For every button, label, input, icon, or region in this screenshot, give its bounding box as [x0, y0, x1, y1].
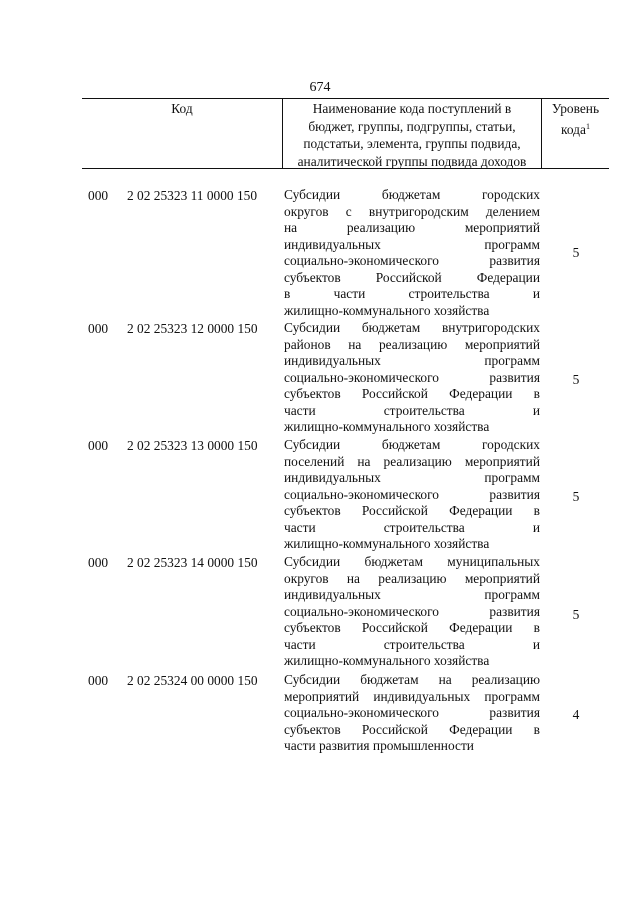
row-description-line: индивидуальных программ: [284, 587, 540, 602]
row-prefix-code: 000: [88, 555, 109, 570]
row-description: [284, 437, 540, 553]
row-description-line: жилищно-коммунального хозяйства: [284, 419, 490, 434]
footnote-marker: 1: [585, 121, 590, 131]
row-description-line: жилищно-коммунального хозяйства: [284, 302, 490, 318]
row-description-line: индивидуальных программ: [284, 353, 540, 368]
row-description: [284, 320, 540, 436]
row-description-line: субъектов Российской Федерации: [284, 269, 540, 285]
row-prefix-code: 000: [88, 438, 109, 453]
page-number: 674: [309, 80, 331, 95]
row-level: 4: [572, 707, 580, 722]
row-description: [284, 554, 540, 670]
row-level: 5: [572, 607, 580, 622]
row-description-line: на реализацию мероприятий: [284, 220, 540, 235]
row-prefix-code: 000: [88, 188, 109, 203]
row-description: [284, 187, 540, 319]
row-income-code: 2 02 25323 11 0000 150: [127, 188, 258, 203]
row-description-line: социально-экономического развития: [284, 603, 540, 619]
row-description-line: части развития промышленности: [284, 738, 474, 753]
header-level-line: [542, 118, 609, 139]
row-income-code: 2 02 25323 12 0000 150: [127, 321, 258, 336]
row-level: 5: [572, 245, 580, 260]
row-description-line: округов на реализацию мероприятий: [284, 570, 540, 586]
row-description-line: Субсидии бюджетам городских: [284, 187, 540, 202]
row-description-line: социально-экономического развития: [284, 253, 540, 268]
header-name-line: аналитической группы подвида доходов: [297, 153, 527, 169]
row-description-line: жилищно-коммунального хозяйства: [284, 653, 490, 668]
header-name-line: Наименование кода поступлений в: [312, 101, 512, 116]
row-description: [284, 672, 540, 755]
row-description-line: районов на реализацию мероприятий: [284, 336, 540, 352]
row-description-line: социально-экономического развития: [284, 705, 540, 720]
header-level-word: кода: [561, 121, 586, 137]
row-description-line: Субсидии бюджетам городских: [284, 437, 540, 452]
header-level-label: [542, 100, 609, 138]
row-income-code: 2 02 25323 14 0000 150: [127, 555, 258, 570]
row-description-line: поселений на реализацию мероприятий: [284, 453, 540, 469]
row-description-line: индивидуальных программ: [284, 470, 540, 485]
row-description-line: субъектов Российской Федерации в: [284, 503, 540, 518]
row-description-line: социально-экономического развития: [284, 486, 540, 502]
row-description-line: округов с внутригородским делением: [284, 203, 540, 219]
row-description-line: субъектов Российской Федерации в: [284, 721, 540, 737]
row-description-line: Субсидии бюджетам муниципальных: [284, 554, 540, 569]
row-income-code: 2 02 25323 13 0000 150: [127, 438, 258, 453]
row-description-line: в части строительства и: [284, 286, 540, 301]
row-prefix-code: 000: [88, 673, 109, 688]
row-description-line: индивидуальных программ: [284, 236, 540, 252]
header-name-line: бюджет, группы, подгруппы, статьи,: [308, 118, 516, 134]
row-income-code: 2 02 25324 00 0000 150: [127, 673, 258, 688]
header-name-label: [283, 100, 541, 170]
header-code-label: Код: [171, 101, 193, 116]
row-description-line: части строительства и: [284, 402, 540, 418]
row-description-line: жилищно-коммунального хозяйства: [284, 536, 490, 551]
row-level: 5: [572, 489, 580, 504]
header-top-rule: [82, 98, 609, 99]
row-description-line: части строительства и: [284, 519, 540, 535]
row-description-line: Субсидии бюджетам внутригородских: [284, 320, 540, 335]
row-description-line: мероприятий индивидуальных программ: [284, 688, 540, 704]
row-description-line: субъектов Российской Федерации в: [284, 620, 540, 635]
row-description-line: субъектов Российской Федерации в: [284, 386, 540, 401]
row-level: 5: [572, 372, 580, 387]
row-description-line: части строительства и: [284, 636, 540, 652]
row-prefix-code: 000: [88, 321, 109, 336]
header-level-line: Уровень: [551, 101, 600, 116]
header-name-line: подстатьи, элемента, группы подвида,: [303, 136, 521, 151]
row-description-line: социально-экономического развития: [284, 369, 540, 385]
row-description-line: Субсидии бюджетам на реализацию: [284, 672, 540, 687]
